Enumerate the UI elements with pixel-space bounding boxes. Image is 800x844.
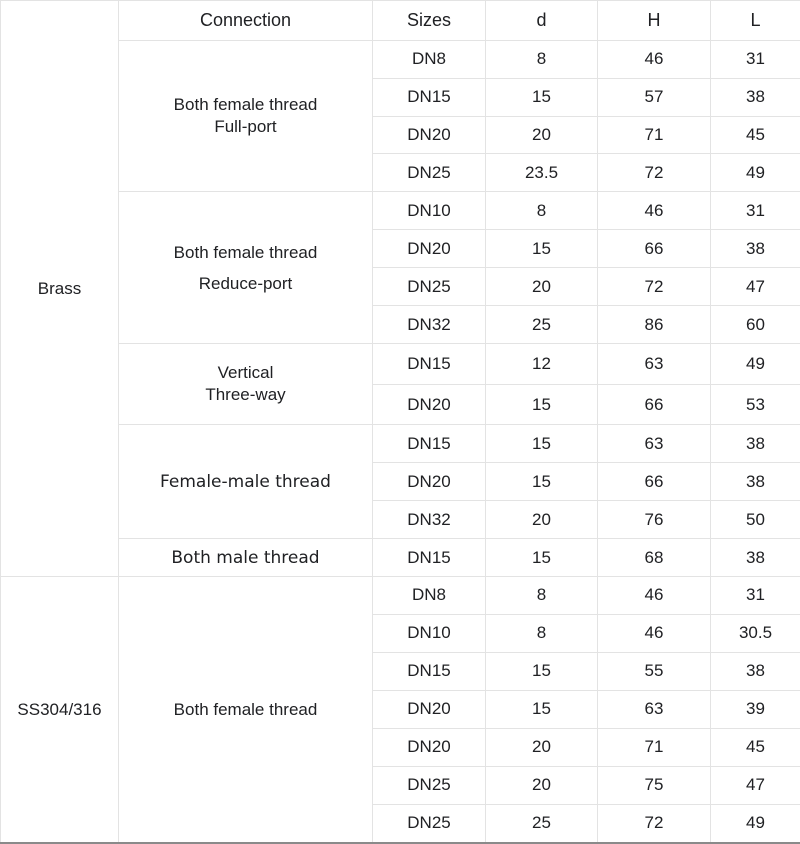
connection-cell-vertical-three-way [119, 344, 373, 425]
l-cell: 38 [711, 539, 800, 577]
l-cell: 38 [711, 463, 800, 501]
h-cell: 66 [598, 463, 711, 501]
connection-cell-full-port [119, 40, 373, 192]
d-cell: 20 [486, 728, 598, 766]
l-cell: 49 [711, 154, 800, 192]
l-cell: 38 [711, 652, 800, 690]
table-row [1, 40, 800, 78]
h-cell: 75 [598, 766, 711, 804]
d-cell: 8 [486, 614, 598, 652]
l-cell: 31 [711, 577, 800, 615]
connection-label-line: Both female thread [173, 699, 318, 719]
l-cell: 50 [711, 501, 800, 539]
d-cell: 20 [486, 766, 598, 804]
l-cell: 38 [711, 78, 800, 116]
header-cell-L: L [711, 1, 800, 41]
size-cell: DN15 [373, 344, 486, 385]
d-cell: 20 [486, 268, 598, 306]
header-cell-H: H [598, 1, 711, 41]
connection-label-line: Full-port [214, 117, 277, 137]
l-cell: 49 [711, 804, 800, 843]
l-cell: 31 [711, 40, 800, 78]
table-row [1, 344, 800, 385]
d-cell: 15 [486, 463, 598, 501]
size-cell: DN25 [373, 804, 486, 843]
l-cell: 30.5 [711, 614, 800, 652]
h-cell: 46 [598, 614, 711, 652]
size-cell: DN15 [373, 78, 486, 116]
d-cell: 12 [486, 344, 598, 385]
d-cell: 8 [486, 40, 598, 78]
connection-label-line: Vertical [217, 363, 274, 383]
size-cell: DN20 [373, 230, 486, 268]
size-cell: DN25 [373, 154, 486, 192]
h-cell: 76 [598, 501, 711, 539]
size-cell: DN20 [373, 384, 486, 425]
size-cell: DN20 [373, 463, 486, 501]
header-cell-connection: Connection [119, 1, 373, 41]
d-cell: 25 [486, 804, 598, 843]
size-cell: DN15 [373, 425, 486, 463]
h-cell: 63 [598, 425, 711, 463]
connection-label-line: Female-male thread [160, 471, 331, 492]
l-cell: 38 [711, 425, 800, 463]
size-cell: DN15 [373, 652, 486, 690]
d-cell: 15 [486, 652, 598, 690]
h-cell: 71 [598, 728, 711, 766]
connection-label-line: Three-way [205, 385, 286, 405]
l-cell: 31 [711, 192, 800, 230]
h-cell: 66 [598, 230, 711, 268]
l-cell: 39 [711, 690, 800, 728]
l-cell: 45 [711, 728, 800, 766]
material-cell-ss304-316: SS304/316 [1, 577, 119, 843]
h-cell: 86 [598, 306, 711, 344]
connection-label-line: Both male thread [171, 547, 320, 568]
header-cell-sizes: Sizes [373, 1, 486, 41]
size-cell: DN25 [373, 268, 486, 306]
size-cell: DN32 [373, 306, 486, 344]
size-cell: DN10 [373, 614, 486, 652]
d-cell: 15 [486, 690, 598, 728]
d-cell: 15 [486, 539, 598, 577]
h-cell: 46 [598, 40, 711, 78]
table-row [1, 425, 800, 463]
table-row [1, 192, 800, 230]
d-cell: 25 [486, 306, 598, 344]
h-cell: 57 [598, 78, 711, 116]
h-cell: 46 [598, 577, 711, 615]
table-row [1, 577, 800, 615]
d-cell: 23.5 [486, 154, 598, 192]
connection-cell-reduce-port [119, 192, 373, 344]
d-cell: 8 [486, 577, 598, 615]
size-cell: DN8 [373, 577, 486, 615]
size-cell: DN20 [373, 116, 486, 154]
size-cell: DN20 [373, 728, 486, 766]
d-cell: 15 [486, 384, 598, 425]
d-cell: 15 [486, 78, 598, 116]
size-cell: DN25 [373, 766, 486, 804]
d-cell: 20 [486, 116, 598, 154]
h-cell: 46 [598, 192, 711, 230]
material-cell-brass: Brass [1, 1, 119, 577]
connection-cell-both-female [119, 577, 373, 843]
connection-label-line: Both female thread [173, 95, 318, 115]
size-cell: DN32 [373, 501, 486, 539]
h-cell: 63 [598, 344, 711, 385]
l-cell: 38 [711, 230, 800, 268]
header-row [1, 1, 800, 41]
h-cell: 63 [598, 690, 711, 728]
h-cell: 68 [598, 539, 711, 577]
d-cell: 20 [486, 501, 598, 539]
connection-cell-both-male [119, 539, 373, 577]
h-cell: 66 [598, 384, 711, 425]
size-cell: DN10 [373, 192, 486, 230]
size-cell: DN20 [373, 690, 486, 728]
connection-cell-female-male [119, 425, 373, 539]
size-cell: DN15 [373, 539, 486, 577]
l-cell: 47 [711, 268, 800, 306]
h-cell: 71 [598, 116, 711, 154]
l-cell: 60 [711, 306, 800, 344]
l-cell: 49 [711, 344, 800, 385]
size-cell: DN8 [373, 40, 486, 78]
header-cell-d: d [486, 1, 598, 41]
table-row [1, 539, 800, 577]
l-cell: 47 [711, 766, 800, 804]
h-cell: 72 [598, 268, 711, 306]
d-cell: 15 [486, 230, 598, 268]
d-cell: 8 [486, 192, 598, 230]
h-cell: 72 [598, 804, 711, 843]
l-cell: 53 [711, 384, 800, 425]
d-cell: 15 [486, 425, 598, 463]
l-cell: 45 [711, 116, 800, 154]
connection-label-line: Both female thread [173, 242, 318, 262]
h-cell: 55 [598, 652, 711, 690]
h-cell: 72 [598, 154, 711, 192]
connection-label-line: Reduce-port [198, 273, 293, 293]
